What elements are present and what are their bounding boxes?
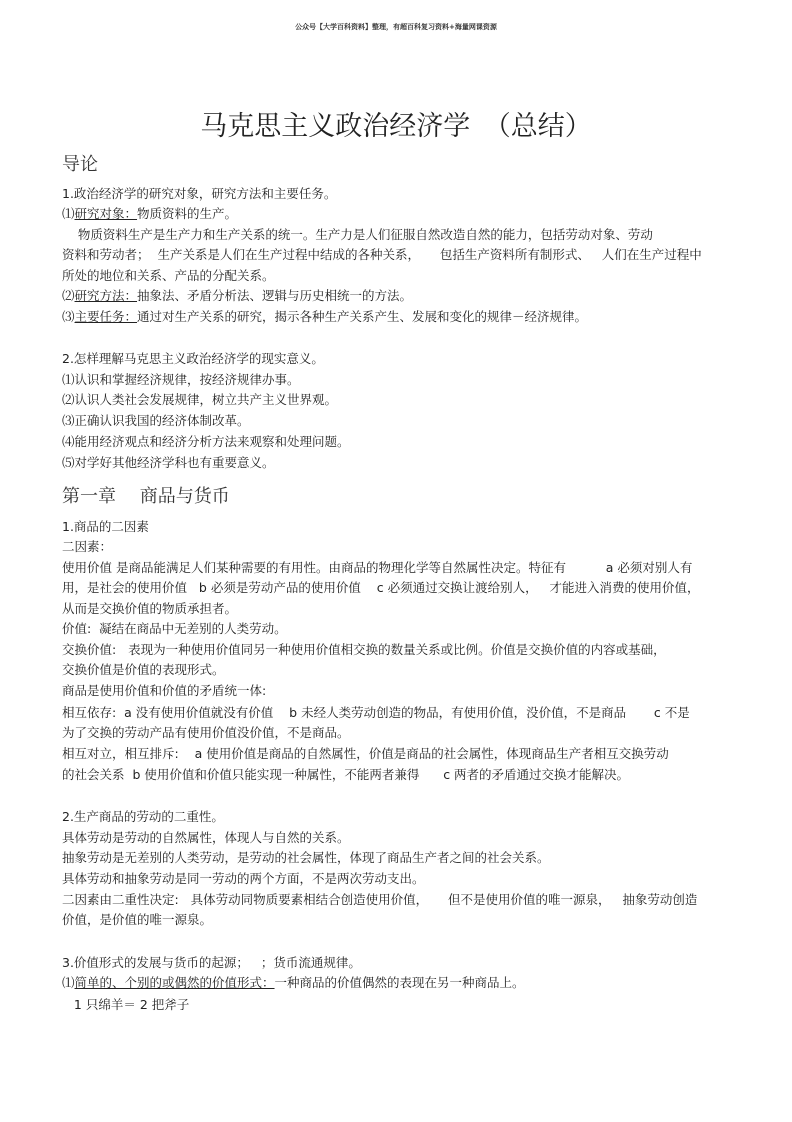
line-text: ⑵认识人类社会发展规律，树立共产主义世界观。 — [62, 392, 338, 407]
line-text: 用，是社会的使用价值 b 必须是劳动产品的使用价值 c 必须通过交换让渡给别人， 才能进入消费的使用价值， — [62, 580, 700, 595]
text-line — [62, 767, 629, 783]
text-line — [62, 288, 412, 304]
text-line — [62, 975, 525, 991]
text-line — [62, 560, 692, 576]
text-line — [62, 309, 587, 325]
section-heading: 导论 — [62, 154, 98, 175]
text-line — [62, 850, 550, 866]
text-line — [62, 539, 112, 555]
text-line — [62, 705, 690, 721]
line-text: ⑴ — [62, 206, 75, 221]
text-line — [62, 247, 702, 263]
line-text: ⑸对学好其他经济学科也有重要意义。 — [62, 455, 275, 470]
line-text: 交换价值: 表现为一种使用价值同另一种使用价值相交换的数量关系或比例。价值是交换价值的内容或基础， — [62, 642, 666, 657]
line-text: 物质资料的生产。 — [137, 206, 238, 221]
document-title: 马克思主义政治经济学 （总结） — [200, 111, 592, 142]
text-line — [62, 830, 350, 846]
section-heading: 第一章 商品与货币 — [62, 486, 230, 507]
underlined-term: 简单的、个别的或偶然的价值形式： — [74, 975, 275, 990]
text-line — [62, 725, 350, 741]
underlined-term: 主要任务： — [74, 309, 138, 324]
text-line — [62, 912, 212, 928]
line-text: 一种商品的价值偶然的表现在另一种商品上。 — [274, 975, 525, 990]
line-text: 具体劳动和抽象劳动是同一劳动的两个方面，不是两次劳动支出。 — [62, 871, 425, 886]
text-line — [62, 997, 189, 1013]
text-line — [62, 621, 287, 637]
line-text: ⑴ — [62, 975, 75, 990]
line-text: 2.怎样理解马克思主义政治经济学的现实意义。 — [62, 351, 324, 366]
text-line — [62, 642, 666, 658]
line-text: 1.政治经济学的研究对象，研究方法和主要任务。 — [62, 186, 337, 201]
text-line — [62, 809, 224, 825]
line-text: 相互依存: a 没有使用价值就没有价值 b 未经人类劳动创造的物品，有使用价值，没价值，不是商品 c 不是 — [62, 705, 690, 720]
line-text: 商品是使用价值和价值的矛盾统一体: — [62, 683, 267, 698]
text-line — [62, 434, 350, 450]
text-line — [62, 455, 275, 471]
text-line — [62, 392, 337, 408]
text-line — [62, 601, 237, 617]
text-line — [62, 413, 250, 429]
line-text: 为了交换的劳动产品有使用价值没价值，不是商品。 — [62, 725, 350, 740]
line-text: 从而是交换价值的物质承担者。 — [62, 601, 238, 616]
line-text: ⑵ — [62, 288, 75, 303]
line-text: 具体劳动是劳动的自然属性，体现人与自然的关系。 — [62, 830, 350, 845]
text-line — [62, 955, 361, 971]
line-text: 二因素由二重性决定: 具体劳动同物质要素相结合创造使用价值， 但不是使用价值的唯一源泉， 抽象劳动创造 — [62, 892, 698, 907]
underlined-term: 研究对象： — [74, 206, 138, 221]
line-text: 价值: 凝结在商品中无差别的人类劳动。 — [62, 621, 287, 636]
text-line — [62, 351, 324, 367]
text-line — [62, 268, 275, 284]
line-text: 交换价值是价值的表现形式。 — [62, 662, 225, 677]
text-line — [62, 746, 669, 762]
line-text: 2.生产商品的劳动的二重性。 — [62, 809, 224, 824]
line-text: 二因素： — [62, 539, 113, 554]
line-text: 1.商品的二因素 — [62, 519, 149, 534]
text-line — [62, 186, 336, 202]
line-text: 物质资料生产是生产力和生产关系的统一。生产力是人们征服自然改造自然的能力，包括劳动对象、劳动 — [62, 227, 653, 242]
text-line — [62, 580, 700, 596]
line-text: 相互对立，相互排斥: a 使用价值是商品的自然属性，价值是商品的社会属性，体现商品生产者相互交换劳动 — [62, 746, 669, 761]
line-text: 的社会关系 b 使用价值和价值只能实现一种属性，不能两者兼得 c 两者的矛盾通过交换才能解决。 — [62, 767, 630, 782]
text-line — [62, 206, 237, 222]
line-text: 所处的地位和关系、产品的分配关系。 — [62, 268, 275, 283]
text-line — [62, 519, 149, 535]
text-line — [62, 227, 653, 243]
line-text: ⑴认识和掌握经济规律，按经济规律办事。 — [62, 372, 300, 387]
underlined-term: 研究方法： — [74, 288, 138, 303]
text-line — [62, 372, 300, 388]
line-text: 价值，是价值的唯一源泉。 — [62, 912, 213, 927]
line-text: 资料和劳动者； 生产关系是人们在生产过程中结成的各种关系， 包括生产资料所有制形式、 人们在生产过程中 — [62, 247, 702, 262]
line-text: 1 只绵羊＝ 2 把斧子 — [62, 997, 190, 1012]
line-text: 3.价值形式的发展与货币的起源； ；货币流通规律。 — [62, 955, 361, 970]
text-line — [62, 871, 425, 887]
line-text: 使用价值 是商品能满足人们某种需要的有用性。由商品的物理化学等自然属性决定。特征有 a 必须对别人有 — [62, 560, 693, 575]
line-text: ⑶ — [62, 309, 75, 324]
line-text: ⑶正确认识我国的经济体制改革。 — [62, 413, 250, 428]
line-text: 通过对生产关系的研究，揭示各种生产关系产生、发展和变化的规律－经济规律。 — [137, 309, 588, 324]
line-text: 抽象劳动是无差别的人类劳动，是劳动的社会属性，体现了商品生产者之间的社会关系。 — [62, 850, 550, 865]
page-header: 公众号【大学百科资料】整理，有超百科复习资料+海量网课资源 — [295, 23, 497, 31]
text-line — [62, 892, 697, 908]
text-line — [62, 683, 266, 699]
text-line — [62, 662, 225, 678]
line-text: ⑷能用经济观点和经济分析方法来观察和处理问题。 — [62, 434, 350, 449]
line-text: 抽象法、矛盾分析法、逻辑与历史相统一的方法。 — [137, 288, 413, 303]
